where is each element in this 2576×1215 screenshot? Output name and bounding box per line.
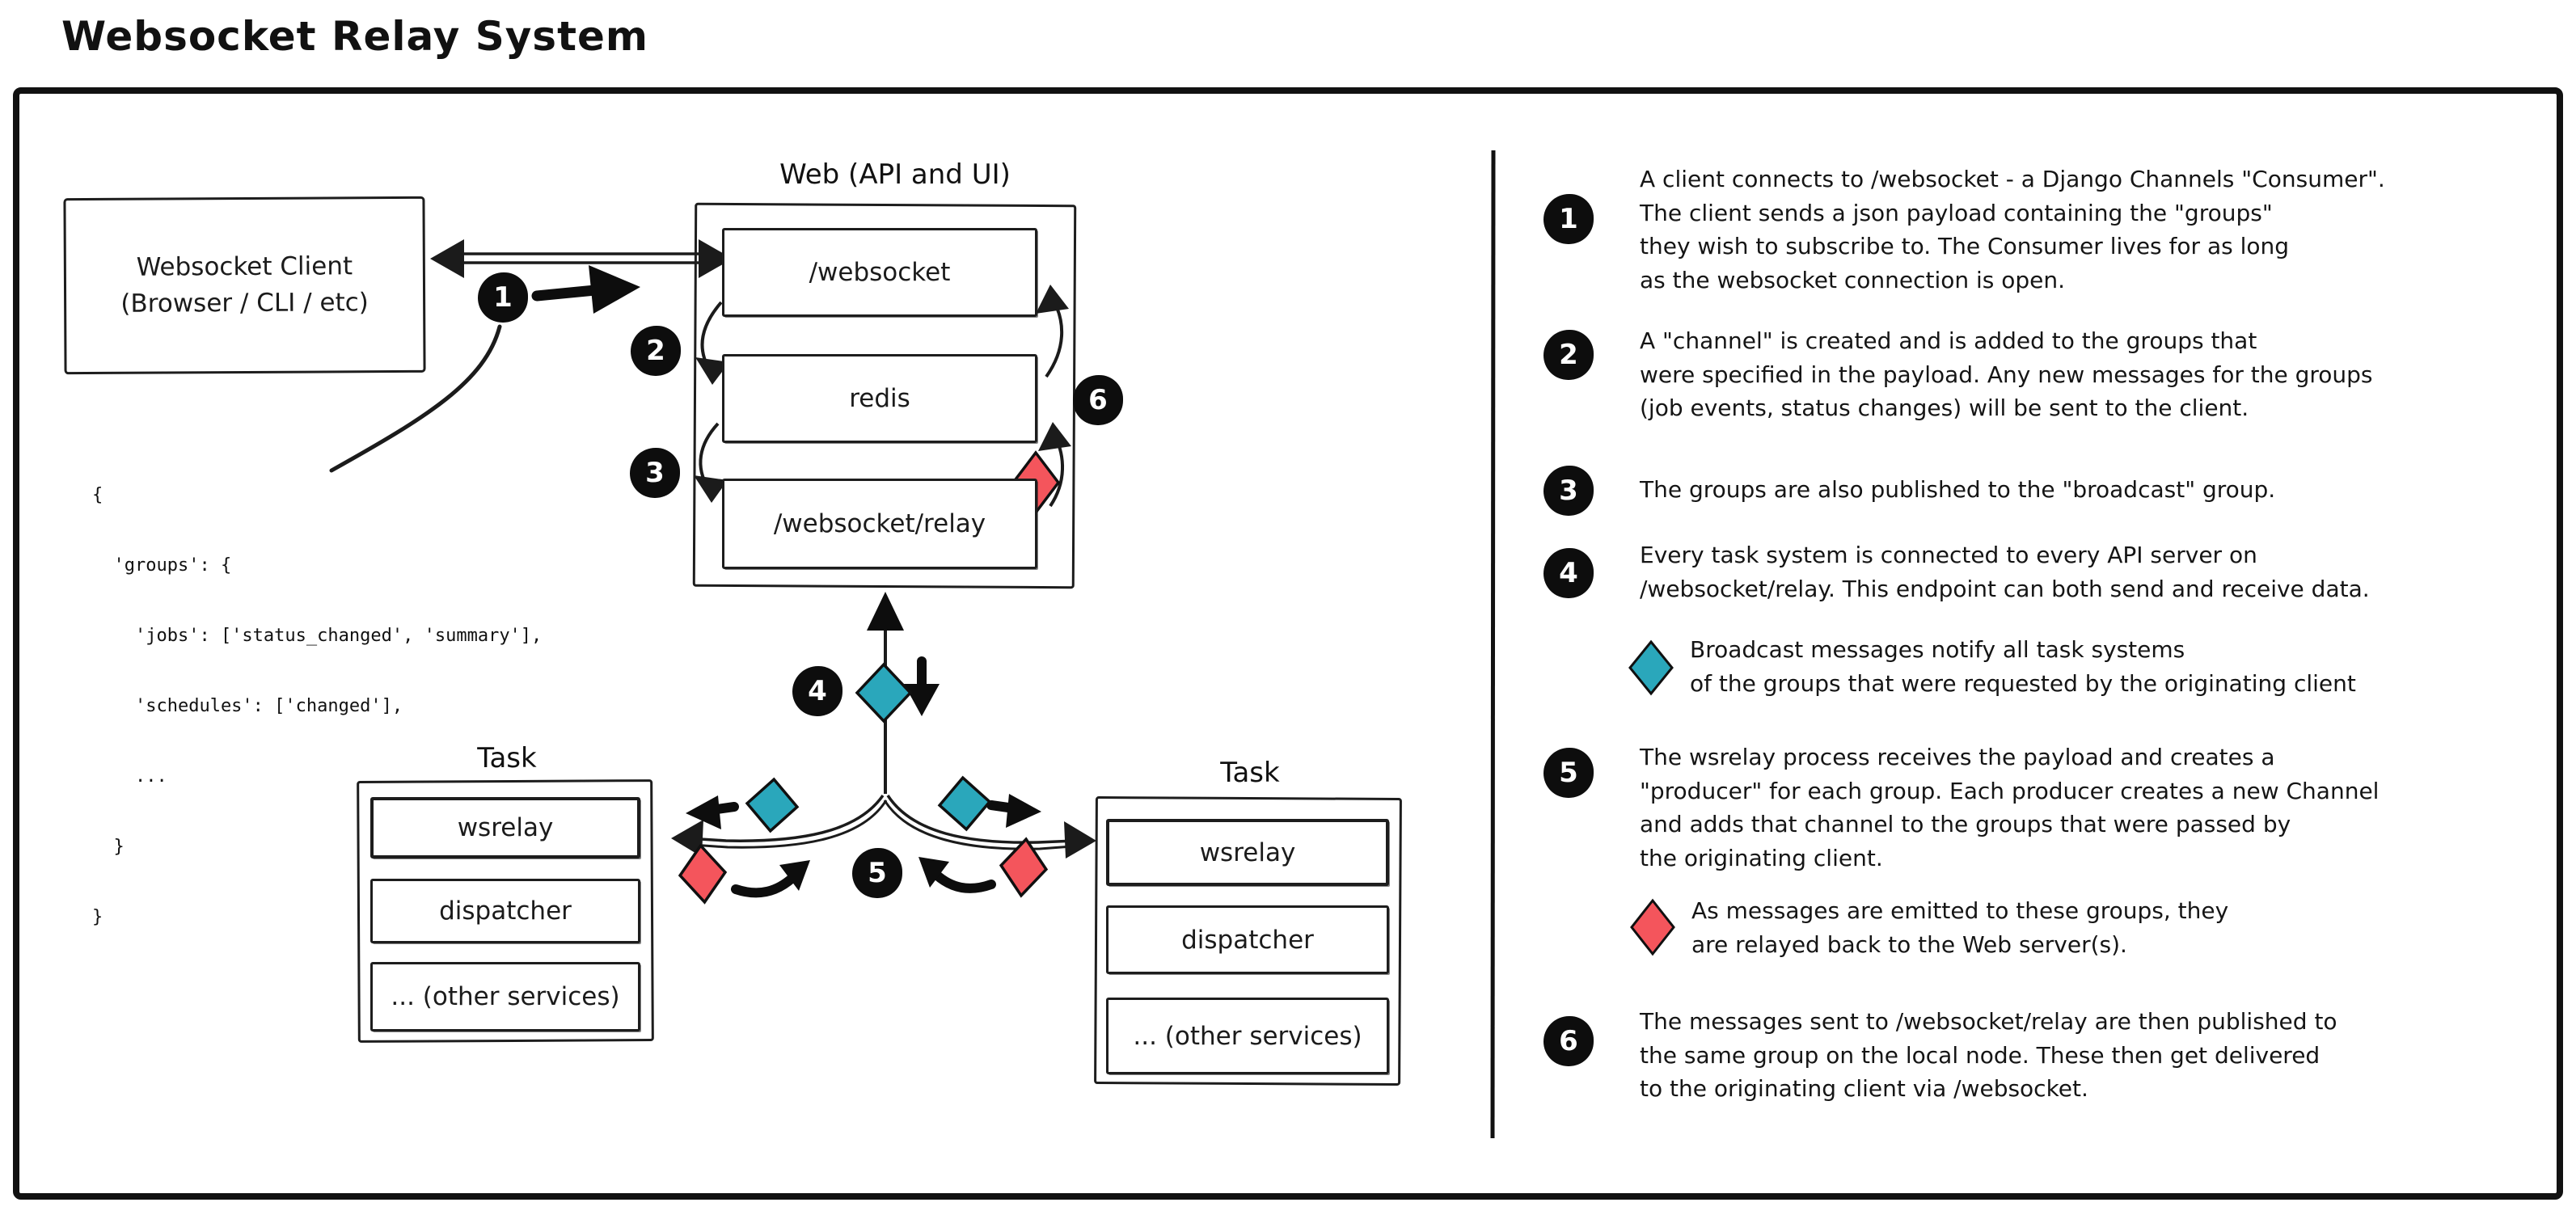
annotation-text-6 [1640, 1005, 2337, 1106]
annotation-line: A "channel" is created and is added to the groups that [1640, 327, 2257, 354]
annotation-line: "producer" for each group. Each producer creates a new Channel [1640, 777, 2380, 804]
page-title: Websocket Relay System [61, 13, 648, 60]
annotation-line: as the websocket connection is open. [1640, 266, 2066, 293]
annotation-text-1 [1640, 162, 2385, 297]
redis-box: redis [722, 354, 1037, 443]
annotation-text-2 [1640, 324, 2373, 425]
annotation-line: The groups are also published to the "broadcast" group. [1640, 476, 2276, 503]
step-badge-6: 6 [1073, 375, 1123, 425]
payload-line: 'jobs': ['status_changed', 'summary'], [92, 626, 543, 646]
payload-line: 'groups': { [92, 555, 232, 576]
step-badge-5: 5 [852, 848, 902, 898]
annotation-line: Every task system is connected to every API server on [1640, 542, 2257, 568]
annotation-badge-2: 2 [1543, 330, 1594, 380]
annotation-line: the originating client. [1640, 844, 1883, 871]
callout-line: of the groups that were requested by the originating client [1690, 669, 2356, 697]
step-badge-4: 4 [792, 666, 842, 716]
annotation-text-3 [1640, 473, 2275, 507]
annotation-line: (job events, status changes) will be sent to the client. [1640, 394, 2249, 421]
step-badge-1: 1 [478, 272, 528, 323]
annotation-line: The messages sent to /websocket/relay are then published to [1640, 1008, 2337, 1035]
payload-line: { [92, 485, 103, 505]
payload-line: } [92, 837, 125, 857]
task-right-wsrelay-box: wsrelay [1106, 819, 1389, 886]
annotation-line: A client connects to /websocket - a Django Channels "Consumer". [1640, 166, 2385, 192]
task-right-other-services-box: ... (other services) [1106, 998, 1389, 1074]
annotation-line: they wish to subscribe to. The Consumer lives for as long [1640, 233, 2290, 259]
websocket-client-label-line2: (Browser / CLI / etc) [120, 288, 369, 319]
annotation-line: were specified in the payload. Any new messages for the groups [1640, 361, 2373, 388]
annotation-badge-3: 3 [1543, 466, 1594, 516]
callout-teal-text [1690, 633, 2356, 700]
task-left-other-services-box: ... (other services) [370, 962, 640, 1031]
callout-line: Broadcast messages notify all task systems [1690, 636, 2185, 663]
task-left-wsrelay-box: wsrelay [370, 797, 640, 859]
annotation-line: The wsrelay process receives the payload and creates a [1640, 744, 2275, 770]
task-right-label: Task [1220, 757, 1280, 789]
annotation-badge-4: 4 [1543, 548, 1594, 598]
annotation-line: the same group on the local node. These then get delivered [1640, 1041, 2321, 1069]
callout-line: As messages are emitted to these groups, they [1691, 897, 2229, 924]
annotation-badge-6: 6 [1543, 1016, 1594, 1066]
annotation-badge-5: 5 [1543, 748, 1594, 798]
task-right-dispatcher-box: dispatcher [1106, 905, 1389, 974]
websocket-endpoint-box: /websocket [722, 228, 1037, 317]
annotation-line: and adds that channel to the groups that were passed by [1640, 811, 2291, 837]
step-badge-2: 2 [631, 326, 681, 376]
payload-line: } [92, 907, 103, 927]
payload-line: ... [92, 766, 167, 787]
websocket-client-label-line1: Websocket Client [136, 251, 353, 282]
callout-red-text [1691, 894, 2228, 961]
payload-line: 'schedules': ['changed'], [92, 696, 403, 716]
annotation-badge-1: 1 [1543, 194, 1594, 244]
callout-line: are relayed back to the Web server(s). [1691, 930, 2127, 958]
step-badge-3: 3 [630, 448, 680, 498]
annotation-line: /websocket/relay. This endpoint can both send and receive data. [1640, 575, 2370, 602]
web-group-label: Web (API and UI) [779, 158, 1011, 191]
websocket-relay-endpoint-box: /websocket/relay [722, 479, 1037, 569]
annotation-text-5 [1640, 740, 2379, 875]
annotation-line: to the originating client via /websocket. [1640, 1075, 2088, 1102]
annotation-text-4 [1640, 538, 2370, 605]
annotation-line: The client sends a json payload containing the "groups" [1640, 199, 2273, 226]
task-left-dispatcher-box: dispatcher [370, 879, 640, 943]
websocket-client-box [63, 196, 425, 374]
task-left-label: Task [477, 742, 537, 774]
